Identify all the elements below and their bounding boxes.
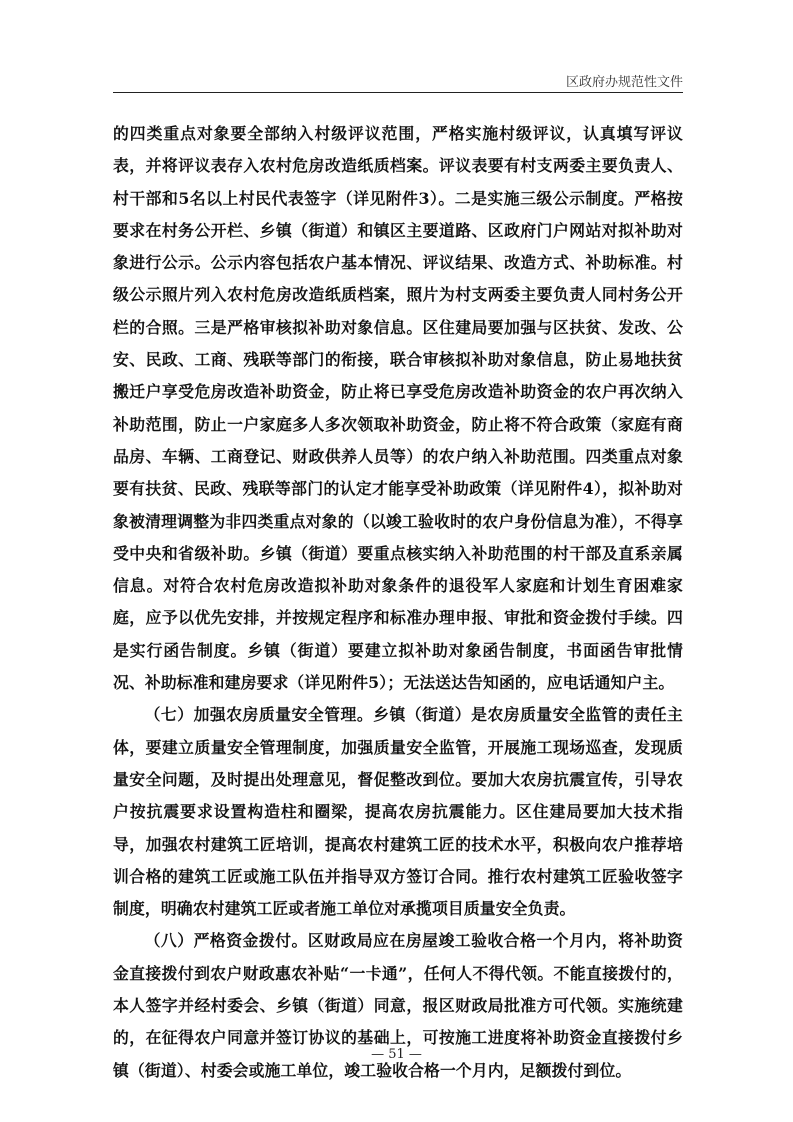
paragraph-section-8: （八）严格资金拨付。区财政局应在房屋竣工验收合格一个月内，将补助资金直接拨付到农户财政惠农补贴“一卡通”，任何人不得代领。不能直接拨付的，本人签字并经村委会、乡镇（街道）同意，报区财政局批准方可代领。实施统建的，在征得农户同意并签订协议的基础上，可按施工进度将补助资金直接拨付乡镇（街道）、村委会或施工单位，竣工验收合格一个月内，足额拨付到位。 [113, 931, 683, 1080]
document-body [113, 118, 683, 1087]
paragraph-section-7: （七）加强农房质量安全管理。乡镇（街道）是农房质量安全监管的责任主体，要建立质量安全管理制度，加强质量安全监管，开展施工现场巡查，发现质量安全问题，及时提出处理意见，督促整改到位。要加大农房抗震宣传，引导农户按抗震要求设置构造柱和圈梁，提高农房抗震能力。区住建局要加大技术指导，加强农村建筑工匠培训，提高农村建筑工匠的技术水平，积极向农户推荐培训合格的建筑工匠或施工队伍并指导双方签订合同。推行农村建筑工匠验收签字制度，明确农村建筑工匠或者施工单位对承揽项目质量安全负责。 [113, 705, 683, 919]
header-rule [113, 92, 683, 93]
document-header: 区政府办规范性文件 [565, 75, 683, 90]
paragraph-continuation: 的四类重点对象要全部纳入村级评议范围，严格实施村级评议，认真填写评议表，并将评议表存入农村危房改造纸质档案。评议表要有村支两委主要负责人、村干部和5名以上村民代表签字（详见附件3）。二是实施三级公示制度。严格按要求在村务公开栏、乡镇（街道）和镇区主要道路、区政府门户网站对拟补助对象进行公示。公示内容包括农户基本情况、评议结果、改造方式、补助标准。村级公示照片列入农村危房改造纸质档案，照片为村支两委主要负责人同村务公开栏的合照。三是严格审核拟补助对象信息。区住建局要加强与区扶贫、发改、公安、民政、工商、残联等部门的衔接，联合审核拟补助对象信息，防止易地扶贫搬迁户享受危房改造补助资金，防止将已享受危房改造补助资金的农户再次纳入补助范围，防止一户家庭多人多次领取补助资金，防止将不符合政策（家庭有商品房、车辆、工商登记、财政供养人员等）的农户纳入补助范围。四类重点对象要有扶贫、民政、残联等部门的认定才能享受补助政策（详见附件4），拟补助对象被清理调整为非四类重点对象的（以竣工验收时的农户身份信息为准），不得享受中央和省级补助。乡镇（街道）要重点核实纳入补助范围的村干部及直系亲属信息。对符合农村危房改造拟补助对象条件的退役军人家庭和计划生育困难家庭，应予以优先安排，并按规定程序和标准办理申报、审批和资金拨付手续。四是实行函告制度。乡镇（街道）要建立拟补助对象函告制度，书面函告审批情况、补助标准和建房要求（详见附件5）；无法送达告知函的，应电话通知户主。 [113, 124, 683, 693]
page-number: — 51 — [371, 1047, 422, 1062]
